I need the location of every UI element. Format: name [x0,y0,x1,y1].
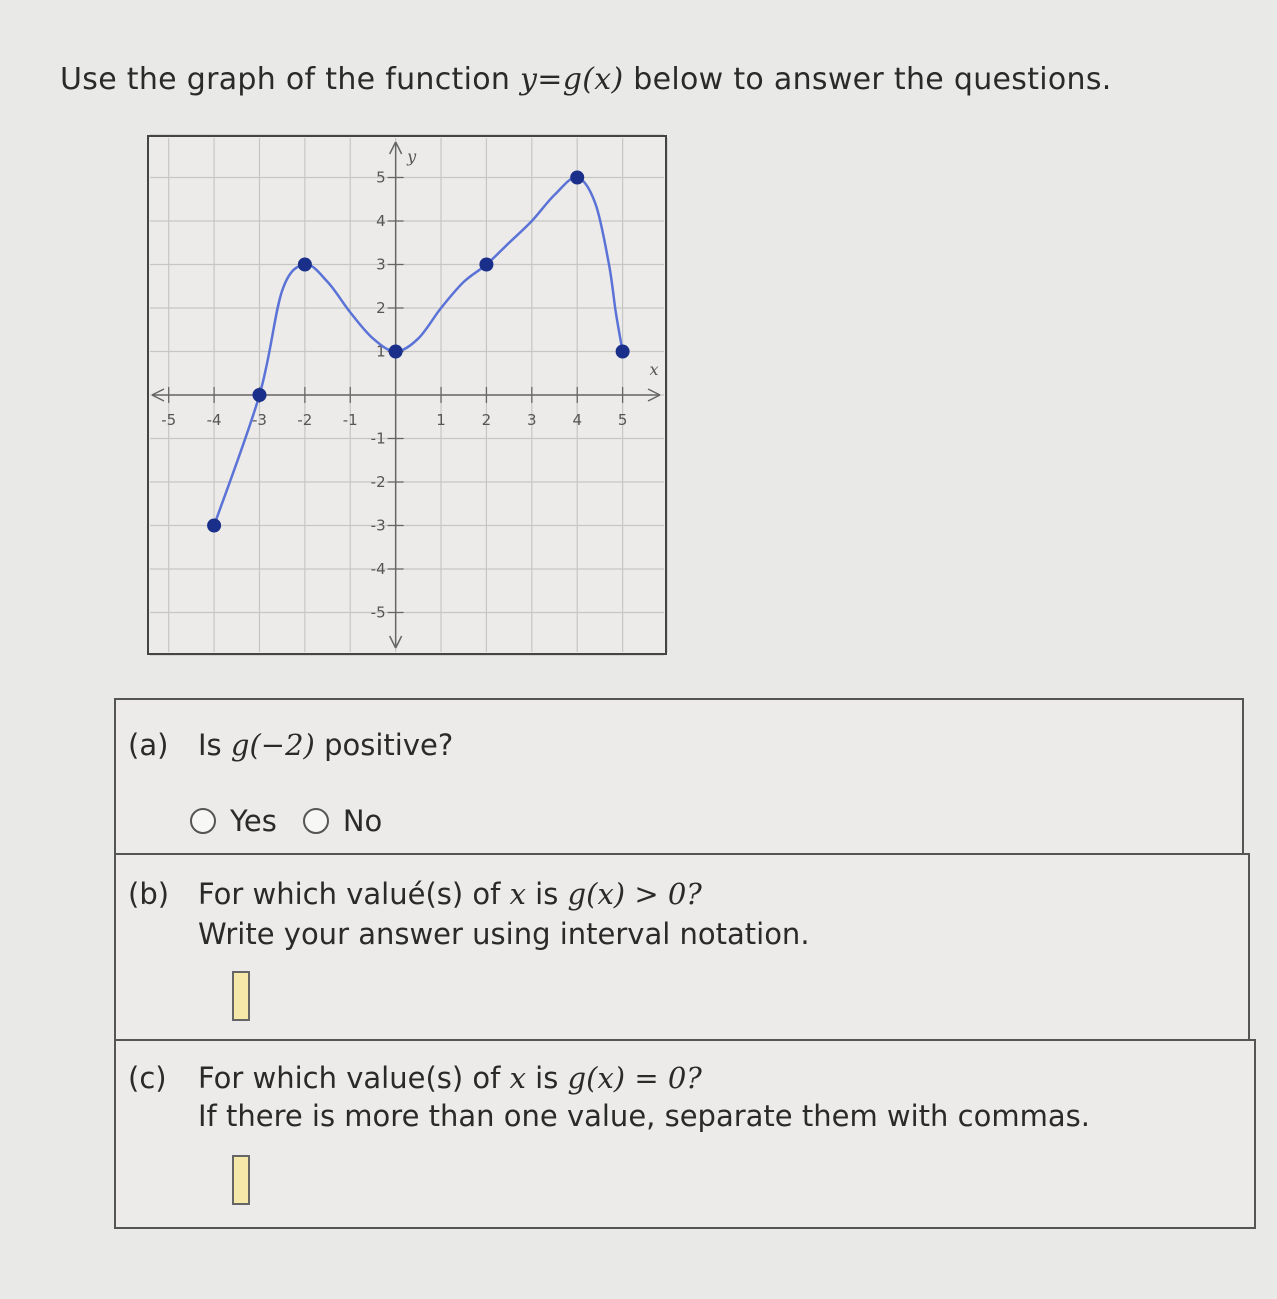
question-b-line1: For which valué(s) of x is g(x) > 0? [198,877,702,911]
part-label-a: (a) [128,728,169,762]
question-a [114,698,1244,855]
y-tick-label: 4 [376,212,386,230]
question-b-line2: Write your answer using interval notation. [198,917,810,951]
no-label[interactable]: No [342,804,383,838]
x-axis-label: x [649,360,659,379]
y-tick-label: -1 [370,429,386,448]
x-tick-label: -4 [206,411,222,429]
yes-label[interactable]: Yes [230,804,277,838]
part-label-b: (b) [128,877,170,911]
x-tick-label: 4 [572,411,582,429]
x-tick-label: 2 [481,411,492,429]
x-tick-label: -5 [161,411,177,429]
data-point [252,388,266,402]
question-c [114,1039,1256,1229]
y-tick-label: -4 [370,560,386,578]
y-tick-label: 1 [376,342,386,361]
part-label-c: (c) [128,1061,167,1095]
x-tick-label: -1 [342,411,358,429]
question-c-line2: If there is more than one value, separate them with commas. [198,1099,1090,1133]
data-point [207,519,221,533]
data-point [389,345,403,359]
y-axis-label: y [407,147,417,166]
y-tick-label: -2 [370,473,386,491]
data-point [298,258,312,272]
y-tick-label: 2 [376,299,386,317]
x-tick-label: -2 [297,411,313,429]
y-tick-label: 5 [376,168,386,187]
data-point [570,171,584,185]
y-tick-label: 3 [376,255,386,274]
answer-input-c[interactable] [232,1155,250,1205]
answer-options-a [190,804,408,838]
answer-input-b[interactable] [232,971,250,1021]
no-radio[interactable] [303,808,329,834]
question-b [114,853,1250,1041]
data-point [479,258,493,272]
data-point [616,345,630,359]
y-tick-label: -3 [370,516,386,535]
x-tick-label: 3 [527,411,537,429]
y-symbol: y [520,62,538,97]
function-graph [146,134,668,656]
x-tick-label: 5 [617,411,628,429]
x-tick-label: -3 [251,411,267,429]
question-a-text: Is g(−2) positive? [198,728,454,762]
y-tick-label: -5 [370,603,386,622]
question-c-line1: For which value(s) of x is g(x) = 0? [198,1061,702,1095]
x-tick-label: 1 [436,411,446,429]
instructions: Use the graph of the function y=g(x) below to answer the questions. [60,62,1112,97]
yes-radio[interactable] [190,808,216,834]
